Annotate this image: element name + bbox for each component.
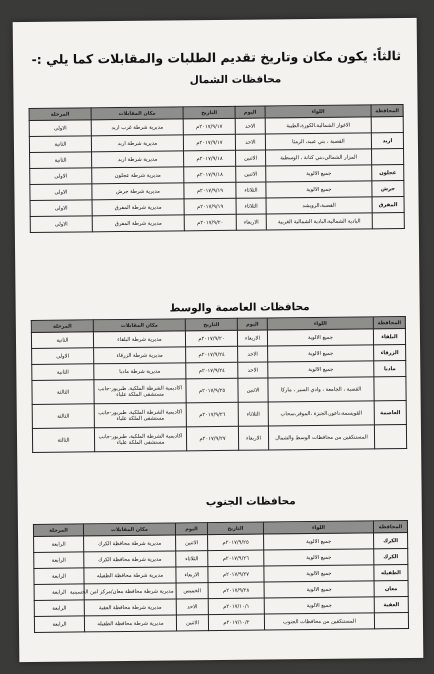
cell-stage: الثانية bbox=[32, 364, 94, 381]
col-stage: المرحلة bbox=[31, 320, 93, 333]
cell-area: جميع الالوية bbox=[264, 597, 374, 614]
cell-stage: الاولى bbox=[30, 216, 92, 233]
cell-date: ٢٠١٧/٩/١٨م bbox=[184, 150, 236, 167]
cell-date: ٢٠١٧/١٠/٢م bbox=[208, 614, 264, 631]
cell-day: الثلاثاء bbox=[176, 551, 208, 567]
cell-stage: الرابعة bbox=[34, 568, 84, 585]
cell-gov: الزرقاء bbox=[374, 345, 406, 361]
col-place: مكان المقابلات bbox=[93, 319, 185, 332]
cell-date: ٢٠١٧/٩/١٧م bbox=[183, 134, 235, 151]
cell-area: جميع الالوية bbox=[266, 165, 372, 182]
document-heading: ثالثاً: يكون مكان وتاريخ تقديم الطلبات والمقابلات كما يلي :- bbox=[31, 48, 402, 67]
cell-place: مديرية شرطة عجلون bbox=[92, 167, 184, 184]
cell-place: مديرية شرطة جرش bbox=[92, 183, 184, 200]
cell-stage: الرابعة bbox=[34, 536, 84, 553]
cell-date: ٢٠١٧/٩/٢٠م bbox=[185, 330, 237, 347]
cell-area: القصبة،الرويشد bbox=[266, 197, 372, 214]
table-central bbox=[31, 316, 407, 453]
cell-place: مديرية شرطة محافظة معان/مركز امن الحسينية bbox=[84, 583, 176, 600]
cell-stage: الثالثة bbox=[32, 428, 94, 453]
cell-area: البادية الشمالية،البادية الشمالية الغربية bbox=[266, 213, 372, 230]
cell-stage: الاولى bbox=[32, 348, 94, 365]
cell-day: الاحد bbox=[176, 599, 208, 615]
cell-area: المستنكفين من محافظات الجنوب bbox=[264, 613, 374, 630]
section-title-south: محافظات الجنوب bbox=[205, 495, 296, 509]
cell-date: ٢٠١٧/٩/٢٧م bbox=[208, 566, 264, 583]
cell-gov: الطفيله bbox=[374, 565, 408, 581]
cell-place: مديرية شرطة غرب اربد bbox=[91, 119, 183, 136]
cell-date: ٢٠١٧/٩/٢٠م bbox=[184, 214, 236, 231]
cell-place: مديرية شرطة محافظة العقبة bbox=[84, 599, 176, 616]
cell-area: جميع الالوية bbox=[268, 345, 374, 362]
cell-day: الاثنين bbox=[238, 378, 268, 402]
cell-stage: الثانية bbox=[29, 136, 91, 153]
cell-place: مديرية شرطة محافظة الطفيله bbox=[84, 567, 176, 584]
col-stage: المرحلة bbox=[33, 524, 83, 537]
cell-place: مديرية شرطة اربد bbox=[92, 151, 184, 168]
cell-gov: مادبا bbox=[374, 361, 406, 377]
cell-area: القصبة ، الجامعة ، وادي السير ، ماركا bbox=[268, 377, 374, 402]
col-district: اللواء bbox=[265, 105, 371, 118]
cell-date: ٢٠١٧/١٠/١م bbox=[208, 598, 264, 615]
cell-area: المستنكفين من محافظات الوسط والشمال bbox=[268, 425, 374, 450]
cell-gov bbox=[374, 613, 408, 629]
cell-place: مديرية شرطة الزرقاء bbox=[94, 347, 186, 364]
cell-stage: الاولى bbox=[30, 168, 92, 185]
cell-gov bbox=[372, 213, 404, 229]
cell-area: القصبة ، بني عبيد، الرمثا bbox=[265, 133, 371, 150]
cell-gov bbox=[374, 425, 406, 449]
cell-gov bbox=[371, 117, 403, 133]
cell-gov: اربد bbox=[371, 133, 403, 149]
cell-date: ٢٠١٧/٩/١٩م bbox=[184, 198, 236, 215]
col-day: اليوم bbox=[235, 106, 265, 118]
section-title-north: محافظات الشمال bbox=[189, 73, 282, 87]
cell-area: الاغوار الشمالية،الكورة،الطيبة bbox=[265, 117, 371, 134]
cell-day: الاحد bbox=[238, 346, 268, 362]
cell-gov bbox=[372, 149, 404, 165]
cell-area: القويسمة،ناعور،الجيزة ،الموقر،سحاب bbox=[268, 401, 374, 426]
col-date: التاريخ bbox=[185, 318, 237, 331]
cell-area: جميع الالوية bbox=[268, 361, 374, 378]
cell-gov: الكرك bbox=[374, 549, 408, 565]
cell-place: مديرية شرطة المفرق bbox=[92, 199, 184, 216]
cell-gov: جرش bbox=[372, 181, 404, 197]
cell-area: جميع الالوية bbox=[264, 549, 374, 566]
col-day: اليوم bbox=[175, 523, 207, 535]
cell-day: الاحد bbox=[235, 134, 265, 150]
cell-date: ٢٠١٧/٩/٢٤م bbox=[186, 346, 238, 363]
cell-stage: الثالثة bbox=[32, 404, 94, 429]
cell-gov: المفرق bbox=[372, 197, 404, 213]
cell-date: ٢٠١٧/٩/٢٧م bbox=[186, 426, 238, 451]
cell-area: جميع الالوية bbox=[264, 581, 374, 598]
col-place: مكان المقابلات bbox=[91, 107, 183, 120]
cell-place: اكاديمية الشرطة الملكية، طبربور-جانب مستشفى الملكة علياء bbox=[94, 403, 186, 428]
cell-stage: الاولى bbox=[30, 184, 92, 201]
cell-place: مديرية شرطة محافظة الكرك bbox=[84, 535, 176, 552]
cell-day: الاحد bbox=[235, 118, 265, 134]
cell-place: مديرية شرطة اربد bbox=[91, 135, 183, 152]
cell-gov bbox=[374, 377, 406, 401]
col-date: التاريخ bbox=[207, 522, 263, 535]
table-north bbox=[29, 104, 405, 233]
col-stage: المرحلة bbox=[29, 108, 91, 121]
col-date: التاريخ bbox=[183, 106, 235, 119]
cell-day: الاثنين bbox=[176, 615, 208, 631]
col-governorate: المحافظة bbox=[373, 521, 407, 533]
cell-day: الاثنين bbox=[176, 535, 208, 551]
cell-date: ٢٠١٧/٩/٢٦م bbox=[208, 550, 264, 567]
cell-stage: الرابعة bbox=[34, 616, 84, 633]
cell-day: الثلاثاء bbox=[236, 198, 266, 214]
cell-day: الثلاثاء bbox=[236, 182, 266, 198]
cell-date: ٢٠١٧/٩/٢٤م bbox=[186, 362, 238, 379]
cell-date: ٢٠١٧/٩/٢٨م bbox=[208, 582, 264, 599]
cell-day: الثلاثاء bbox=[238, 402, 268, 426]
cell-stage: الرابعة bbox=[34, 584, 84, 601]
table-row bbox=[34, 613, 408, 633]
cell-day: الاربعاء bbox=[236, 214, 266, 230]
cell-stage: الثانية bbox=[31, 332, 93, 349]
cell-stage: الاولى bbox=[30, 200, 92, 217]
cell-place: مديرية شرطة محافظة الطفيله bbox=[84, 615, 176, 632]
cell-area: جميع الالوية bbox=[267, 329, 373, 346]
table-south bbox=[33, 520, 409, 633]
cell-gov: العاصمة bbox=[374, 401, 406, 425]
col-day: اليوم bbox=[237, 318, 267, 330]
cell-stage: الثالثة bbox=[32, 380, 94, 405]
cell-day: الاثنين bbox=[236, 166, 266, 182]
section-title-central: محافظات العاصمة والوسط bbox=[169, 301, 310, 315]
cell-area: المزار الشمالي،بني كنانة ، الوسطية bbox=[266, 149, 372, 166]
cell-day: الاربعاء bbox=[176, 567, 208, 583]
cell-place: مديرية شرطة مادبا bbox=[94, 363, 186, 380]
cell-stage: الثانية bbox=[30, 152, 92, 169]
cell-date: ٢٠١٧/٩/١٩م bbox=[184, 182, 236, 199]
col-district: اللواء bbox=[263, 521, 373, 534]
cell-date: ٢٠١٧/٩/٢٥م bbox=[208, 534, 264, 551]
cell-area: جميع الالوية bbox=[264, 565, 374, 582]
cell-gov: البلقاء bbox=[373, 329, 405, 345]
cell-stage: الرابعة bbox=[34, 552, 84, 569]
cell-date: ٢٠١٧/٩/١٧م bbox=[183, 118, 235, 135]
cell-place: مديرية شرطة محافظة الكرك bbox=[84, 551, 176, 568]
table-row bbox=[32, 425, 406, 453]
cell-day: الاربعاء bbox=[237, 330, 267, 346]
cell-gov: الكرك bbox=[374, 533, 408, 549]
cell-area: جميع الالوية bbox=[266, 181, 372, 198]
cell-day: الخميس bbox=[176, 583, 208, 599]
col-governorate: المحافظة bbox=[371, 105, 403, 117]
document-page bbox=[13, 18, 424, 662]
cell-day: الاثنين bbox=[236, 150, 266, 166]
cell-gov: العقبة bbox=[374, 597, 408, 613]
col-governorate: المحافظة bbox=[373, 317, 405, 329]
cell-date: ٢٠١٧/٩/١٨م bbox=[184, 166, 236, 183]
cell-stage: الاولى bbox=[29, 120, 91, 137]
table-row bbox=[30, 213, 404, 233]
cell-date: ٢٠١٧/٩/٢٦م bbox=[186, 402, 238, 427]
cell-place: اكاديمية الشرطة الملكية، طبربور-جانب مستشفى الملكة علياء bbox=[94, 379, 186, 404]
cell-place: مديرية شرطة المفرق bbox=[92, 215, 184, 232]
cell-gov: معان bbox=[374, 581, 408, 597]
cell-day: الاربعاء bbox=[238, 426, 268, 450]
col-district: اللواء bbox=[267, 317, 373, 330]
col-place: مكان المقابلات bbox=[83, 523, 175, 536]
cell-area: جميع الالوية bbox=[264, 533, 374, 550]
cell-stage: الرابعة bbox=[34, 600, 84, 617]
cell-day: الاحد bbox=[238, 362, 268, 378]
cell-place: اكاديمية الشرطة الملكية، طبربور-جانب مستشفى الملكة علياء bbox=[94, 427, 186, 452]
cell-place: مديرية شرطة البلقاء bbox=[93, 331, 185, 348]
cell-gov: عجلون bbox=[372, 165, 404, 181]
cell-date: ٢٠١٧/٩/٢٥م bbox=[186, 378, 238, 403]
